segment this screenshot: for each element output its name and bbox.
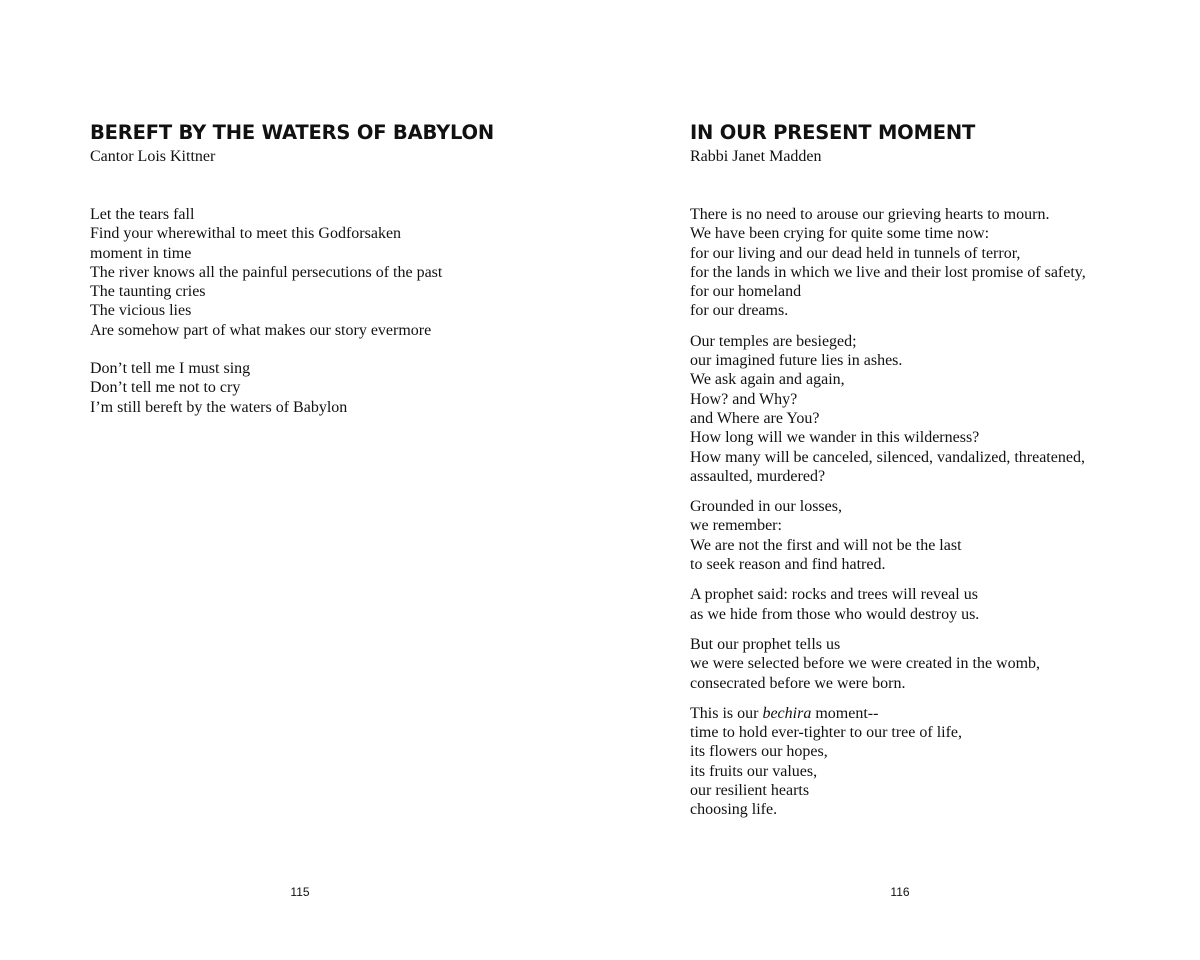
poem-line: consecrated before we were born. (690, 674, 906, 692)
poem-line: Grounded in our losses, (690, 498, 842, 516)
poem-line: time to hold ever-tighter to our tree of life, (690, 724, 963, 742)
poem-bereft (90, 119, 590, 417)
poem-line: The taunting cries (90, 283, 206, 301)
poem-line: as we hide from those who would destroy us. (690, 605, 980, 623)
poem-line: Our temples are besieged; (690, 332, 857, 350)
stanza (690, 332, 1190, 486)
page-number: 116 (890, 885, 910, 899)
right-page (600, 0, 1200, 960)
poem-line: choosing life. (690, 801, 778, 819)
poem-line: and Where are You? (690, 409, 820, 427)
poem-line: There is no need to arouse our grieving hearts to mourn. (690, 206, 1050, 223)
poem-line: We are not the first and will not be the last (690, 536, 962, 554)
stanza (690, 635, 1190, 693)
poem-line: But our prophet tells us (690, 635, 841, 653)
poem-line: for our living and our dead held in tunnels of terror, (690, 244, 1021, 262)
poem-line: Let the tears fall (90, 206, 195, 223)
poem-title: IN OUR PRESENT MOMENT (690, 121, 976, 144)
poem-line: We ask again and again, (690, 371, 845, 389)
poem-line: assaulted, murdered? (690, 467, 826, 485)
poem-line: I’m still bereft by the waters of Babylon (90, 398, 348, 416)
poem-line: our resilient hearts (690, 782, 810, 800)
stanza (90, 205, 590, 340)
line-text: moment-- (811, 704, 879, 722)
poem-line: A prophet said: rocks and trees will reveal us (690, 586, 978, 604)
poem-title: BEREFT BY THE WATERS OF BABYLON (90, 121, 495, 144)
page-number: 115 (290, 885, 310, 899)
poem-line: to seek reason and find hatred. (690, 556, 886, 574)
poem-line: Are somehow part of what makes our story evermore (90, 321, 432, 339)
line-text: This is our (690, 704, 763, 722)
poem-line: How long will we wander in this wilderness? (690, 429, 980, 447)
poem-line: How? and Why? (690, 390, 798, 408)
poem-line: for the lands in which we live and their lost promise of safety, (690, 263, 1086, 281)
poem-line: Don’t tell me not to cry (90, 379, 241, 397)
poem-line: Don’t tell me I must sing (90, 360, 251, 378)
poem-line: we remember: (690, 517, 782, 535)
poem-line: Find your wherewithal to meet this Godforsaken (90, 225, 402, 243)
poem-line: its fruits our values, (690, 762, 818, 780)
poem-line: for our dreams. (690, 302, 789, 320)
poem-line: for our homeland (690, 283, 802, 301)
italic-word: bechira (762, 704, 812, 722)
poem-line: We have been crying for quite some time now: (690, 225, 990, 243)
stanza (690, 585, 1190, 624)
poem-present-moment (690, 119, 1190, 820)
stanza (690, 497, 1190, 574)
stanza (690, 205, 1190, 321)
poem-line: we were selected before we were created in the womb, (690, 655, 1041, 673)
poem-line: moment in time (90, 244, 192, 262)
stanza (90, 359, 590, 417)
stanza (690, 704, 1190, 820)
poem-body (690, 205, 1190, 820)
poem-line: How many will be canceled, silenced, vandalized, threatened, (690, 448, 1085, 466)
poem-author: Cantor Lois Kittner (90, 148, 216, 165)
poem-body (90, 205, 590, 417)
poem-author: Rabbi Janet Madden (690, 148, 822, 165)
poem-line: our imagined future lies in ashes. (690, 352, 903, 370)
poem-line: The river knows all the painful persecutions of the past (90, 263, 443, 281)
poem-line (690, 704, 1190, 723)
poem-line: its flowers our hopes, (690, 743, 828, 761)
poem-line: The vicious lies (90, 302, 192, 320)
